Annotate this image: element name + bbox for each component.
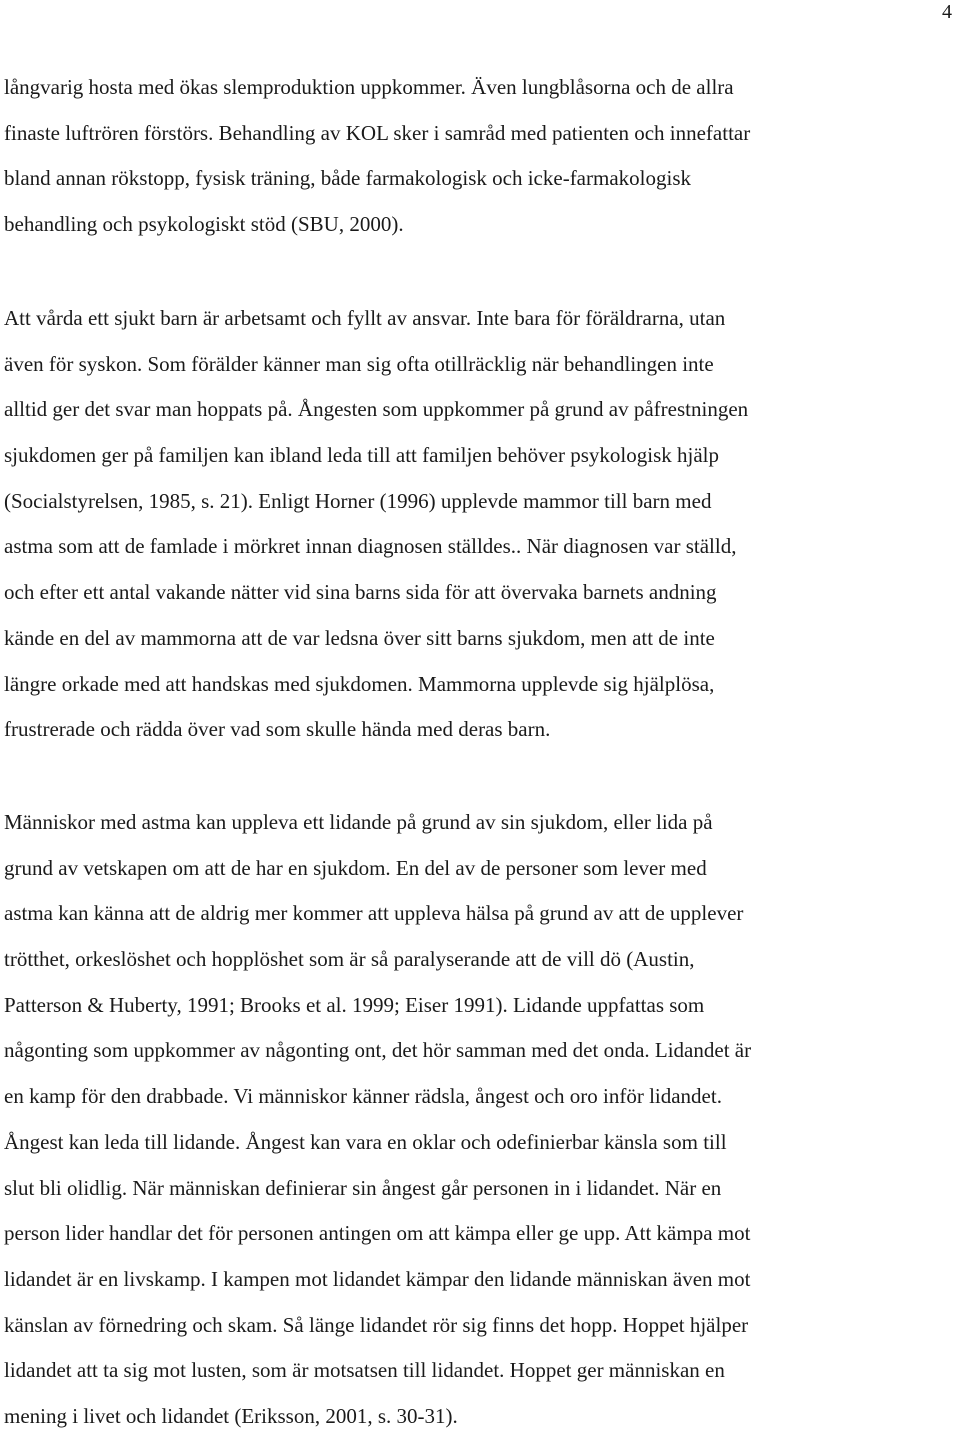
text-line: känslan av förnedring och skam. Så länge lidandet rör sig finns det hopp. Hoppet hjälper	[4, 1312, 749, 1337]
text-line: långvarig hosta med ökas slemproduktion uppkommer. Även lungblåsorna och de allra	[4, 75, 734, 99]
text-line: sjukdomen ger på familjen kan ibland leda till att familjen behöver psykologisk hjälp	[4, 443, 719, 468]
text-line: även för syskon. Som förälder känner man sig ofta otillräcklig när behandlingen inte	[4, 351, 714, 376]
page-number: 4	[942, 1, 952, 23]
text-line: person lider handlar det för personen antingen om att kämpa eller ge upp. Att kämpa mot	[4, 1221, 751, 1246]
text-line: slut bli olidlig. När människan definierar sin ångest går personen in i lidandet. När en	[4, 1175, 722, 1200]
text-line: mening i livet och lidandet (Eriksson, 2001, s. 30-31).	[4, 1403, 458, 1428]
text-line: en kamp för den drabbade. Vi människor känner rädsla, ångest och oro inför lidandet.	[4, 1084, 722, 1109]
text-line: någonting som uppkommer av någonting ont, det hör samman med det onda. Lidandet är	[4, 1038, 752, 1063]
text-line: lidandet att ta sig mot lusten, som är motsatsen till lidandet. Hoppet ger människan en	[4, 1358, 725, 1383]
text-line: alltid ger det svar man hoppats på. Ångesten som uppkommer på grund av påfrestningen	[4, 397, 749, 422]
text-line: Ångest kan leda till lidande. Ångest kan vara en oklar och odefinierbar känsla som till	[4, 1129, 727, 1154]
text-line: astma som att de famlade i mörkret innan diagnosen ställdes.. När diagnosen var ställd,	[4, 534, 737, 559]
text-line: behandling och psykologiskt stöd (SBU, 2000).	[4, 212, 404, 237]
text-line: Patterson & Huberty, 1991; Brooks et al. 1999; Eiser 1991). Lidande uppfattas som	[4, 992, 705, 1017]
text-line: (Socialstyrelsen, 1985, s. 21). Enligt Horner (1996) upplevde mammor till barn med	[4, 488, 712, 513]
paragraph-caring-for-sick-child	[4, 296, 960, 753]
text-line: grund av vetskapen om att de har en sjukdom. En del av de personer som lever med	[4, 855, 707, 880]
text-line: Människor med astma kan uppleva ett lidande på grund av sin sjukdom, eller lida på	[4, 810, 713, 834]
text-line: frustrerade och rädda över vad som skulle hända med deras barn.	[4, 717, 551, 742]
text-line: och efter ett antal vakande nätter vid sina barns sida för att övervaka barnets andning	[4, 580, 717, 605]
text-line: lidandet är en livskamp. I kampen mot lidandet kämpar den lidande människan även mot	[4, 1266, 751, 1291]
text-line: astma kan känna att de aldrig mer kommer att uppleva hälsa på grund av att de upplever	[4, 901, 744, 926]
paragraph-suffering-with-asthma	[4, 800, 960, 1440]
text-line: kände en del av mammorna att de var ledsna över sitt barns sjukdom, men att de inte	[4, 625, 715, 650]
paragraph-kol-treatment	[4, 65, 960, 248]
text-line: längre orkade med att handskas med sjukdomen. Mammorna upplevde sig hjälplösa,	[4, 671, 715, 696]
text-line: bland annan rökstopp, fysisk träning, både farmakologisk och icke-farmakologisk	[4, 166, 691, 191]
text-line: finaste luftrören förstörs. Behandling av KOL sker i samråd med patienten och innefattar	[4, 120, 751, 145]
text-line: Att vårda ett sjukt barn är arbetsamt och fyllt av ansvar. Inte bara för föräldrarna, utan	[4, 306, 726, 330]
text-line: trötthet, orkeslöshet och hopplöshet som är så paralyserande att de vill dö (Austin,	[4, 947, 695, 972]
